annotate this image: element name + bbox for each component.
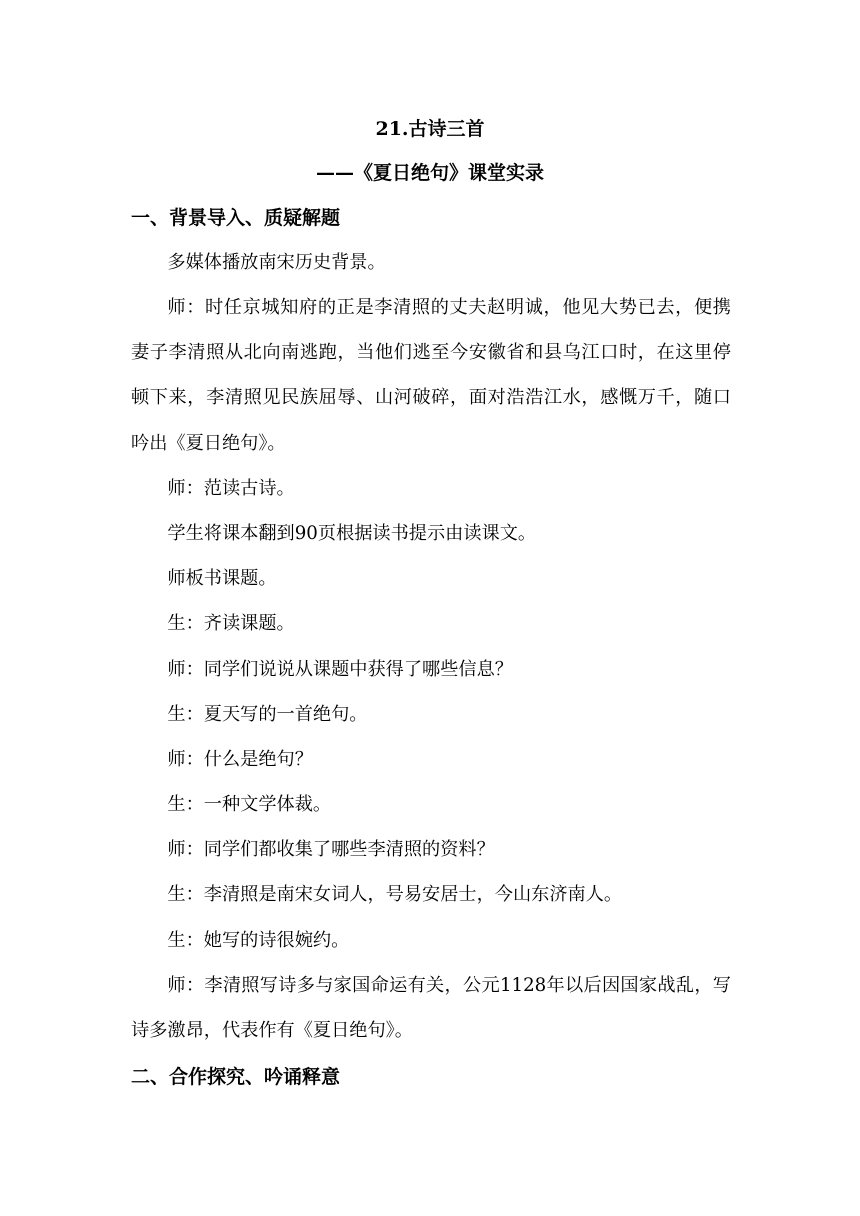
paragraph: 生：她写的诗很婉约。 [167,930,350,951]
document-title: 21.古诗三首 [375,118,485,140]
document-subtitle: ——《夏日绝句》课堂实录 [315,162,544,184]
paragraph: 生：一种文学体裁。 [167,794,332,815]
paragraph: 师：李清照写诗多与家国命运有关，公元1128年以后因国家战乱，写诗多激昂，代表作有《夏日绝句》。 [131,975,731,1042]
paragraph: 学生将课本翻到90页根据读书提示由读课文。 [167,523,537,544]
paragraph: 生：李清照是南宋女词人，号易安居士，今山东济南人。 [167,884,623,905]
section-heading-2: 二、合作探究、吟诵释意 [131,1066,341,1088]
paragraph: 生：夏天写的一首绝句。 [167,704,368,725]
section-heading-1: 一、背景导入、质疑解题 [131,207,341,229]
paragraph: 多媒体播放南宋历史背景。 [167,252,386,273]
paragraph: 生：齐读课题。 [167,613,295,634]
paragraph: 师：时任京城知府的正是李清照的丈夫赵明诚，他见大势已去，便携妻子李清照从北向南逃跑，当他们逃至今安徽省和县乌江口时，在这里停顿下来，李清照见民族屈辱、山河破碎，面对浩浩江水，感慨万千，随口吟出《夏日绝句》。 [131,297,731,454]
paragraph: 师：同学们都收集了哪些李清照的资料？ [167,839,495,860]
paragraph: 师：同学们说说从课题中获得了哪些信息？ [167,659,513,680]
paragraph: 师：什么是绝句？ [167,749,313,770]
paragraph: 师：范读古诗。 [167,478,295,499]
paragraph: 师板书课题。 [167,568,277,589]
